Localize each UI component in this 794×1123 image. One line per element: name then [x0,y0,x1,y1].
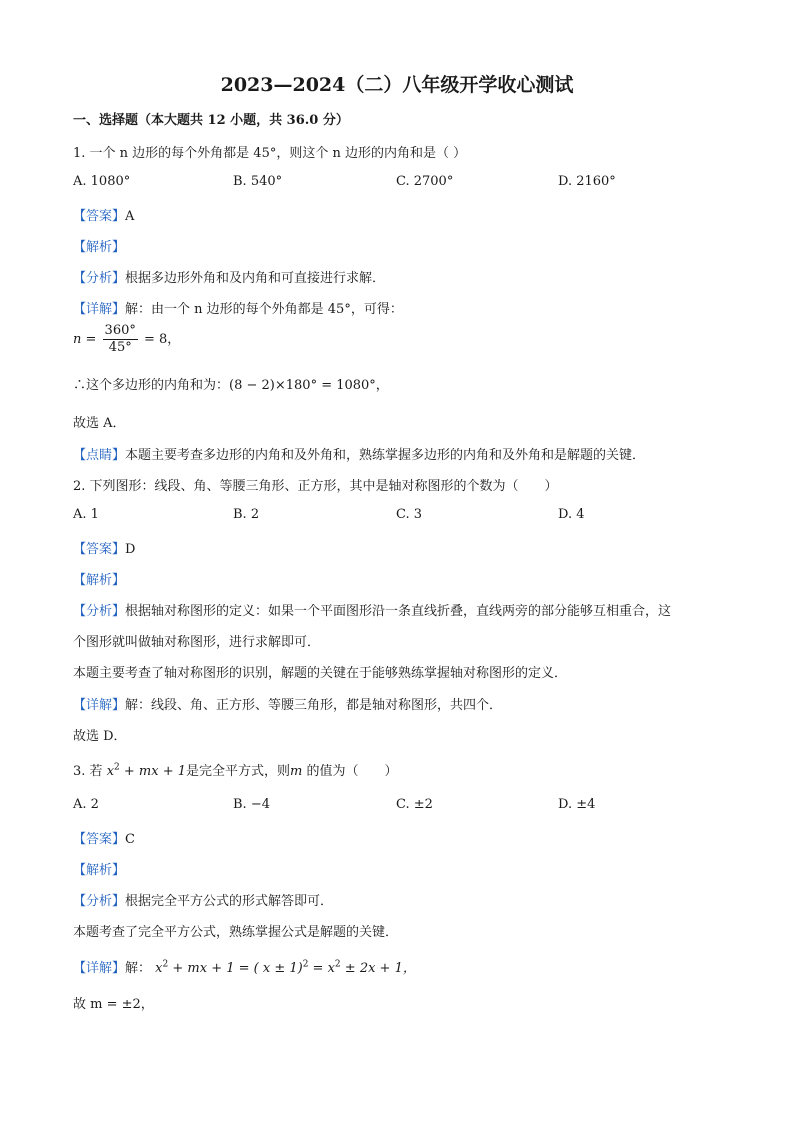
answer-tag: 【答案】 [73,542,126,557]
q3-stem-mid: 是完全平方式，则 [186,764,291,779]
q2-answer-line [73,538,135,557]
question-2-stem: 2. 下列图形：线段、角、等腰三角形、正方形，其中是轴对称图形的个数为（ ） [73,479,558,494]
q1-answer-value: A [125,209,135,224]
q1-fraction-numerator: 360° [104,323,136,338]
q3-expr-b: + mx + 1 = ( x ± 1) [168,961,303,976]
q3-exp-1: 2 [162,959,169,970]
q1-option-b: B. 540° [233,174,283,189]
q3-final: 故 m = ±2， [73,997,154,1012]
q3-stem-rest: + mx + 1 [119,764,187,779]
q2-xiangjie-line [73,694,502,713]
q1-eq-left: n = [73,332,97,347]
q1-fenxi-text: 根据多边形外角和及内角和可直接进行求解． [125,271,386,286]
q3-stem-suffix: 的值为（ ） [302,764,398,779]
q1-xiangjie-text: 解：由一个 n 边形的每个外角都是 45°，可得： [125,302,403,317]
q1-eq-right: = 8， [144,332,181,347]
q3-expr-c: = x [308,961,335,976]
q2-option-c: C. 3 [396,507,423,522]
question-1-stem: 1. 一个 n 边形的每个外角都是 45°，则这个 n 边形的内角和是（ ） [73,146,467,161]
q3-stem-prefix: 3. 若 [73,764,103,779]
q2-fenxi-line [73,600,671,619]
q2-fenxi-text-2: 个图形就叫做轴对称图形，进行求解即可． [73,635,321,650]
q3-expr-a: x [155,961,163,976]
q2-choose: 故选 D． [73,729,127,744]
xiangjie-tag: 【详解】 [73,698,126,713]
q3-fenxi-text: 根据完全平方公式的形式解答即可． [125,894,334,909]
fenxi-tag: 【分析】 [73,604,126,619]
q3-answer-value: C [125,832,135,847]
q1-dianjing-text: 本题主要考查多边形的内角和及外角和，熟练掌握多边形的内角和及外角和是解题的关键． [125,448,646,463]
q3-fenxi-line [73,890,333,909]
q2-summary: 本题主要考查了轴对称图形的识别，解题的关键在于能够熟练掌握轴对称图形的定义． [73,666,568,681]
xiangjie-tag: 【详解】 [73,961,126,976]
fenxi-tag: 【分析】 [73,894,126,909]
q3-stem-m: m [290,764,303,779]
q1-jiexi-tag: 【解析】 [73,240,126,255]
q3-answer-line [73,828,135,847]
q3-summary: 本题考查了完全平方公式，熟练掌握公式是解题的关键． [73,925,399,940]
xiangjie-tag: 【详解】 [73,302,126,317]
q3-option-b: B. −4 [233,797,270,812]
dianjing-tag: 【点睛】 [73,448,126,463]
q2-option-b: B. 2 [233,507,260,522]
q3-xiangjie-line [73,957,416,976]
q1-option-a: A. 1080° [73,174,131,189]
q1-equation [73,323,180,356]
q1-option-d: D. 2160° [558,174,616,189]
q3-option-d: D. ±4 [558,797,596,812]
q3-stem-x: x [106,764,115,779]
q3-exp-3: 2 [334,959,341,970]
q1-sum-prefix: ∴这个多边形的内角和为： [73,378,230,393]
q1-xiangjie-line [73,298,403,317]
q3-option-c: C. ±2 [396,797,433,812]
q1-dianjing-line [73,444,645,463]
q2-answer-value: D [125,542,136,557]
q3-jiexi-tag: 【解析】 [73,863,126,878]
q1-option-c: C. 2700° [396,174,454,189]
q3-option-a: A. 2 [73,797,99,812]
answer-tag: 【答案】 [73,209,126,224]
question-3-stem [73,760,398,779]
q3-xiangjie-prefix: 解： [125,961,152,976]
page-title: 2023—2024（二）八年级开学收心测试 [220,74,574,96]
q2-xiangjie-text: 解：线段、角、正方形、等腰三角形，都是轴对称图形，共四个． [125,698,503,713]
q1-fraction-denominator: 45° [108,340,132,355]
q1-fraction [103,323,138,356]
q3-exp-2: 2 [302,959,309,970]
q2-fenxi-text-1: 根据轴对称图形的定义：如果一个平面图形沿一条直线折叠，直线两旁的部分能够互相重合，这 [125,604,672,619]
q3-expr-d: ± 2x + 1， [340,961,416,976]
q1-sum-line [73,374,389,393]
answer-tag: 【答案】 [73,832,126,847]
section-heading: 一、选择题（本大题共 12 小题，共 36.0 分） [73,113,349,128]
q1-answer-line [73,205,134,224]
q2-option-a: A. 1 [73,507,99,522]
q1-choose: 故选 A． [73,416,126,431]
q3-stem-exp: 2 [114,762,120,773]
q2-option-d: D. 4 [558,507,585,522]
q1-fenxi-line [73,267,385,286]
q2-jiexi-tag: 【解析】 [73,573,126,588]
fenxi-tag: 【分析】 [73,271,126,286]
q1-sum-expr: (8 − 2)×180° = 1080°， [229,378,389,393]
